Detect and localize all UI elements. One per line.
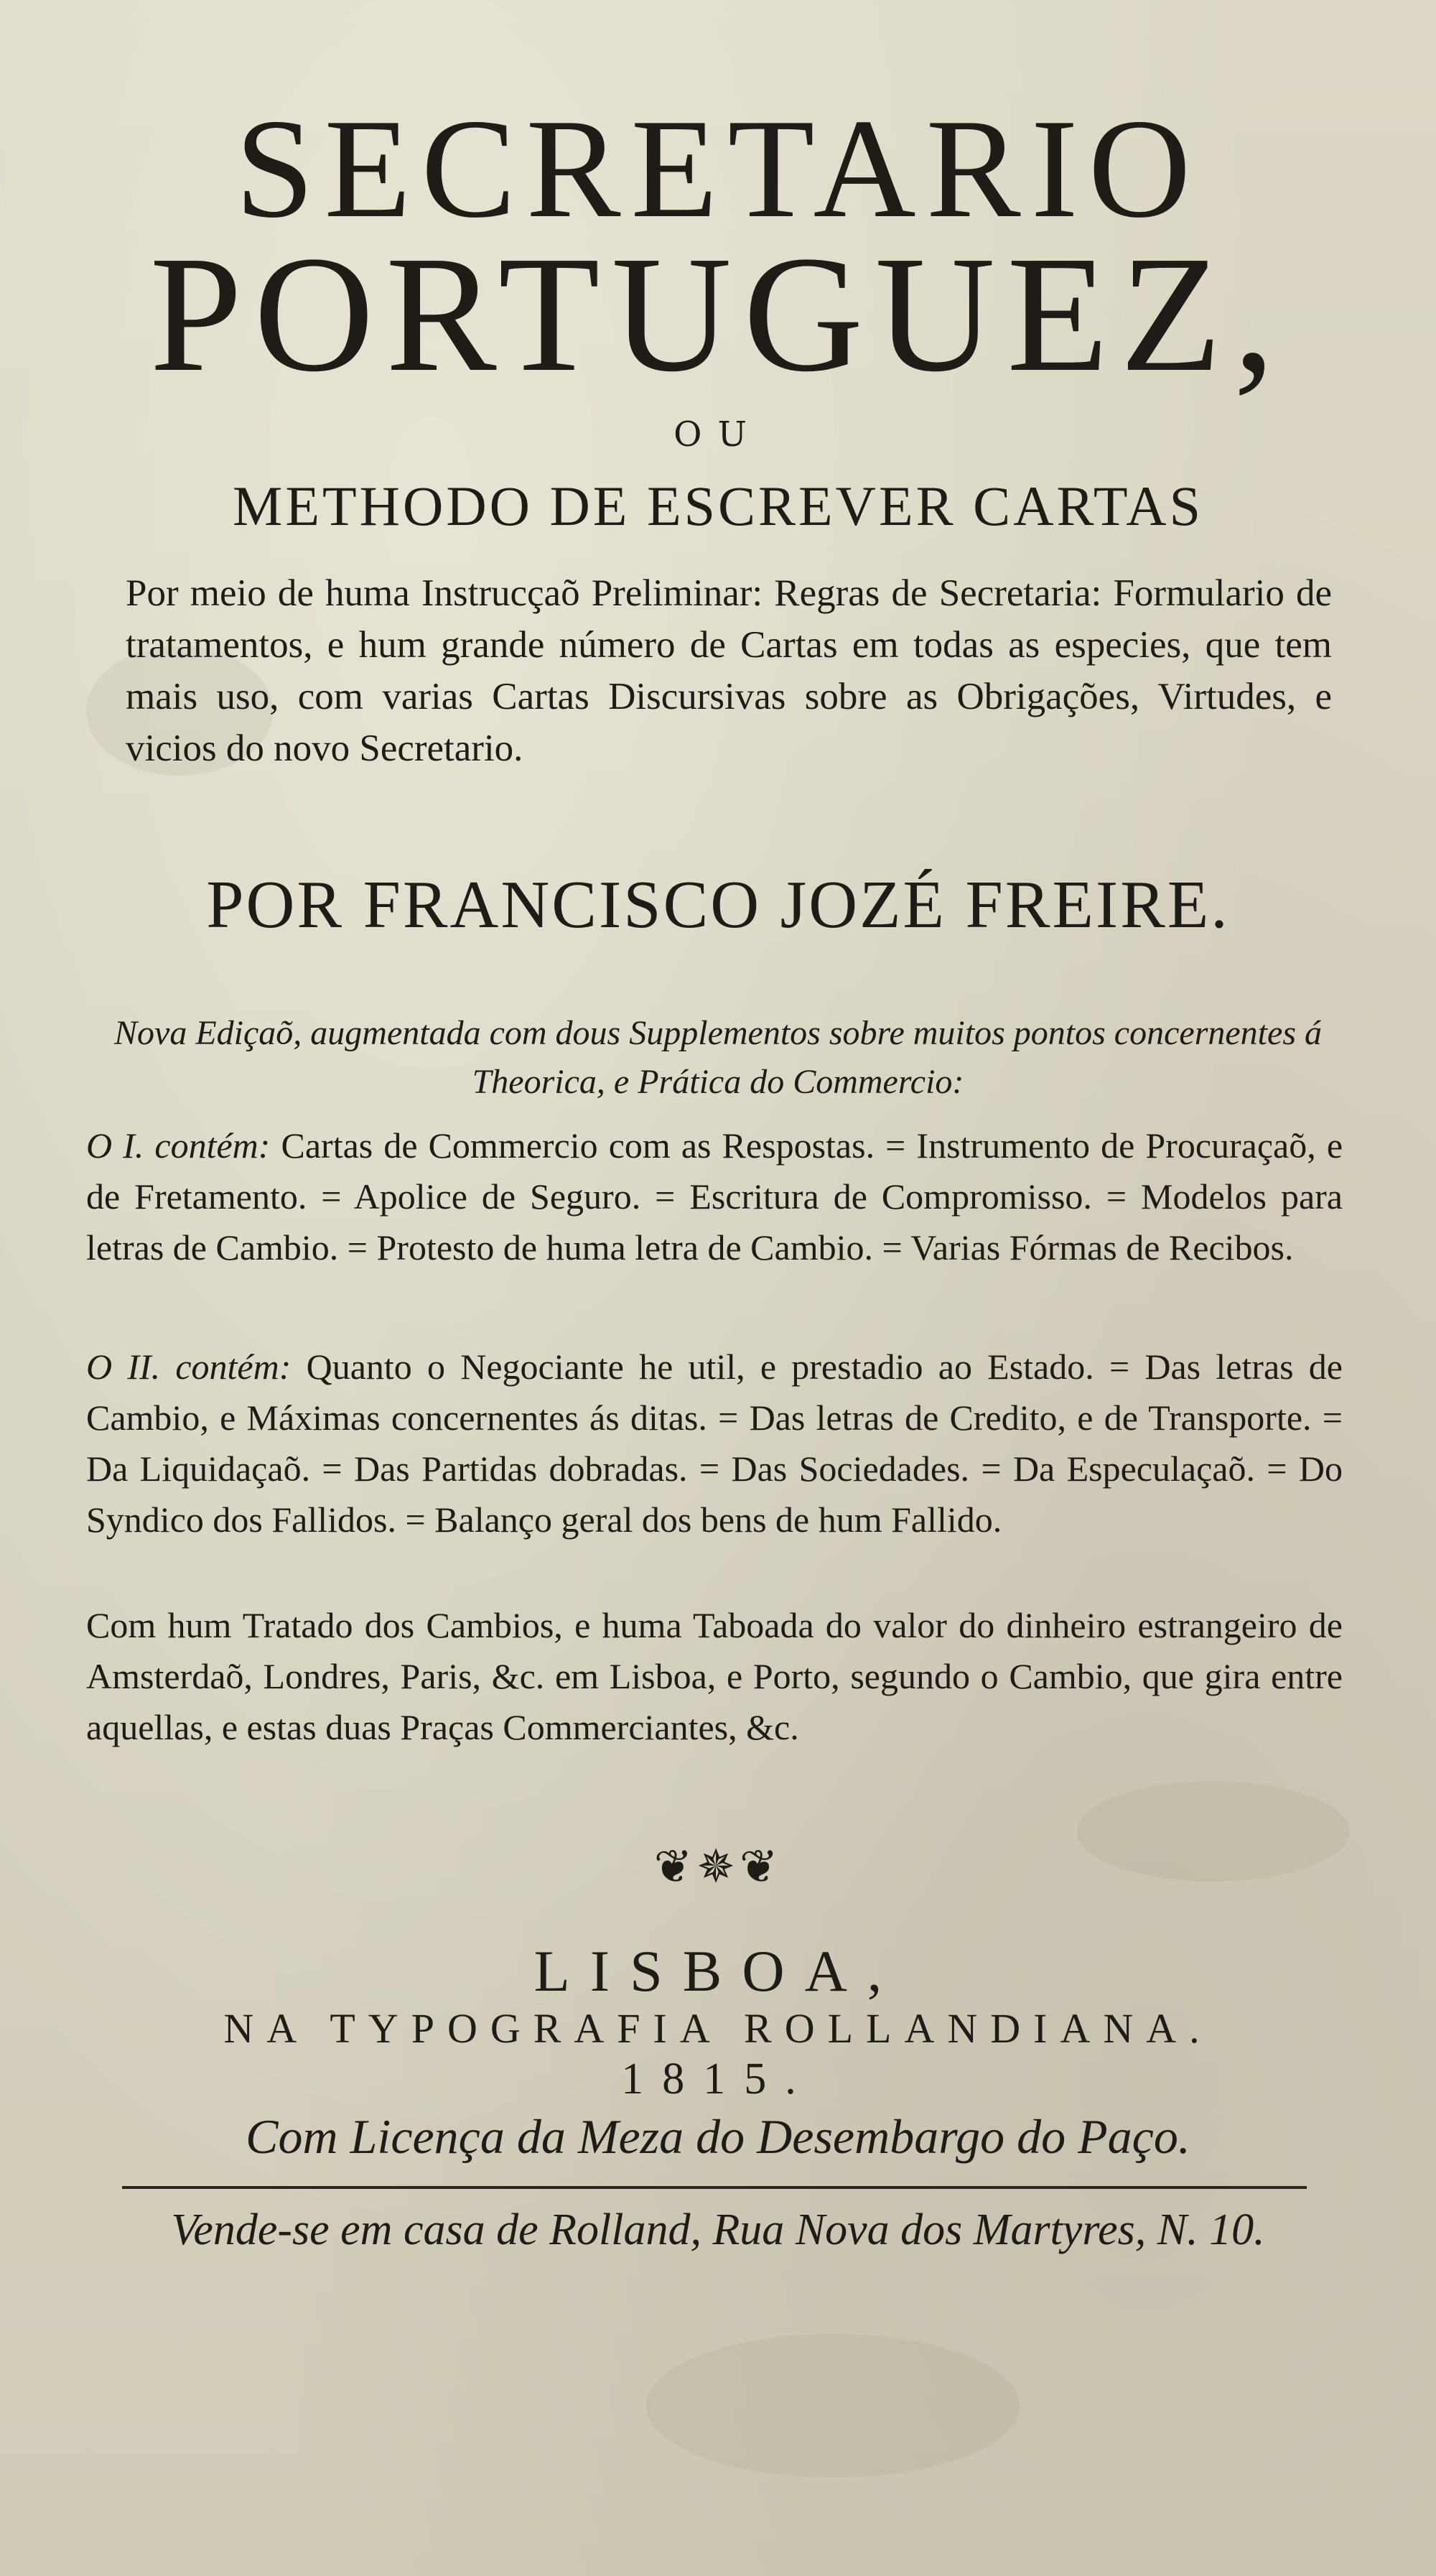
supplement-2: [86, 1342, 1343, 1545]
supplement-1-text: Cartas de Commercio com as Respostas. = Instrumento de Procuraçaõ, e de Fretamento. = Apolice de Seguro. = Escritura de Compromisso. = Modelos para letras de Cambio. = Protesto de huma letra de Cambio. = Varias Fórmas de Recibos.: [86, 1125, 1343, 1268]
printer-ornament-icon: ❦✵❦: [653, 1841, 783, 1894]
author-line: POR FRANCISCO JOZÉ FREIRE.: [206, 868, 1230, 942]
bookseller-line: Vende-se em casa de Rolland, Rua Nova dos Martyres, N. 10.: [171, 2205, 1265, 2254]
title-line-1: SECRETARIO: [235, 90, 1201, 247]
supplement-1-lead: O I. contém:: [86, 1125, 271, 1166]
imprint-city: LISBOA,: [533, 1938, 903, 2004]
edition-note: Nova Ediçaõ, augmentada com dous Supplementos sobre muitos pontos concernentes á Theorica, e Prática do Commercio:: [114, 1014, 1322, 1101]
conjunction-or: OU: [673, 414, 763, 455]
supplement-2-text: Quanto o Negociante he util, e prestadio ao Estado. = Das letras de Cambio, e Máximas concernentes ás ditas. = Das letras de Credito, e de Transporte. = Da Liquidaçaõ. = Das Partidas dobradas. = Das Sociedades. = Da Especulaçaõ. = Do Syndico dos Fallidos. = Balanço geral dos bens de hum Fallido.: [86, 1347, 1343, 1540]
imprint-year: 1815.: [621, 2055, 815, 2103]
description: Por meio de huma Instrucçaõ Preliminar: Regras de Secretaria: Formulario de tratamentos, e hum grande número de Cartas em todas as especies, que tem mais uso, com varias Cartas Discursivas sobre as Obrigações, Virtudes, e vicios do novo Secretario.: [126, 572, 1332, 769]
subtitle: METHODO DE ESCREVER CARTAS: [233, 475, 1203, 537]
imprint-press: NA TYPOGRAFIA ROLLANDIANA.: [223, 2005, 1213, 2052]
divider-rule: [122, 2186, 1307, 2189]
supplement-2-lead: O II. contém:: [86, 1347, 292, 1387]
title-line-2: PORTUGUEZ,: [149, 222, 1287, 406]
supplement-1: [86, 1120, 1343, 1273]
paper-stain: [646, 2334, 1020, 2478]
licence-line: Com Licença da Meza do Desembargo do Paço.: [246, 2109, 1190, 2164]
supplement-3: Com hum Tratado dos Cambios, e huma Taboada do valor do dinheiro estrangeiro de Amsterdaõ, Londres, Paris, &c. em Lisboa, e Porto, segundo o Cambio, que gira entre aquellas, e estas duas Praças Commerciantes, &c.: [86, 1605, 1343, 1747]
